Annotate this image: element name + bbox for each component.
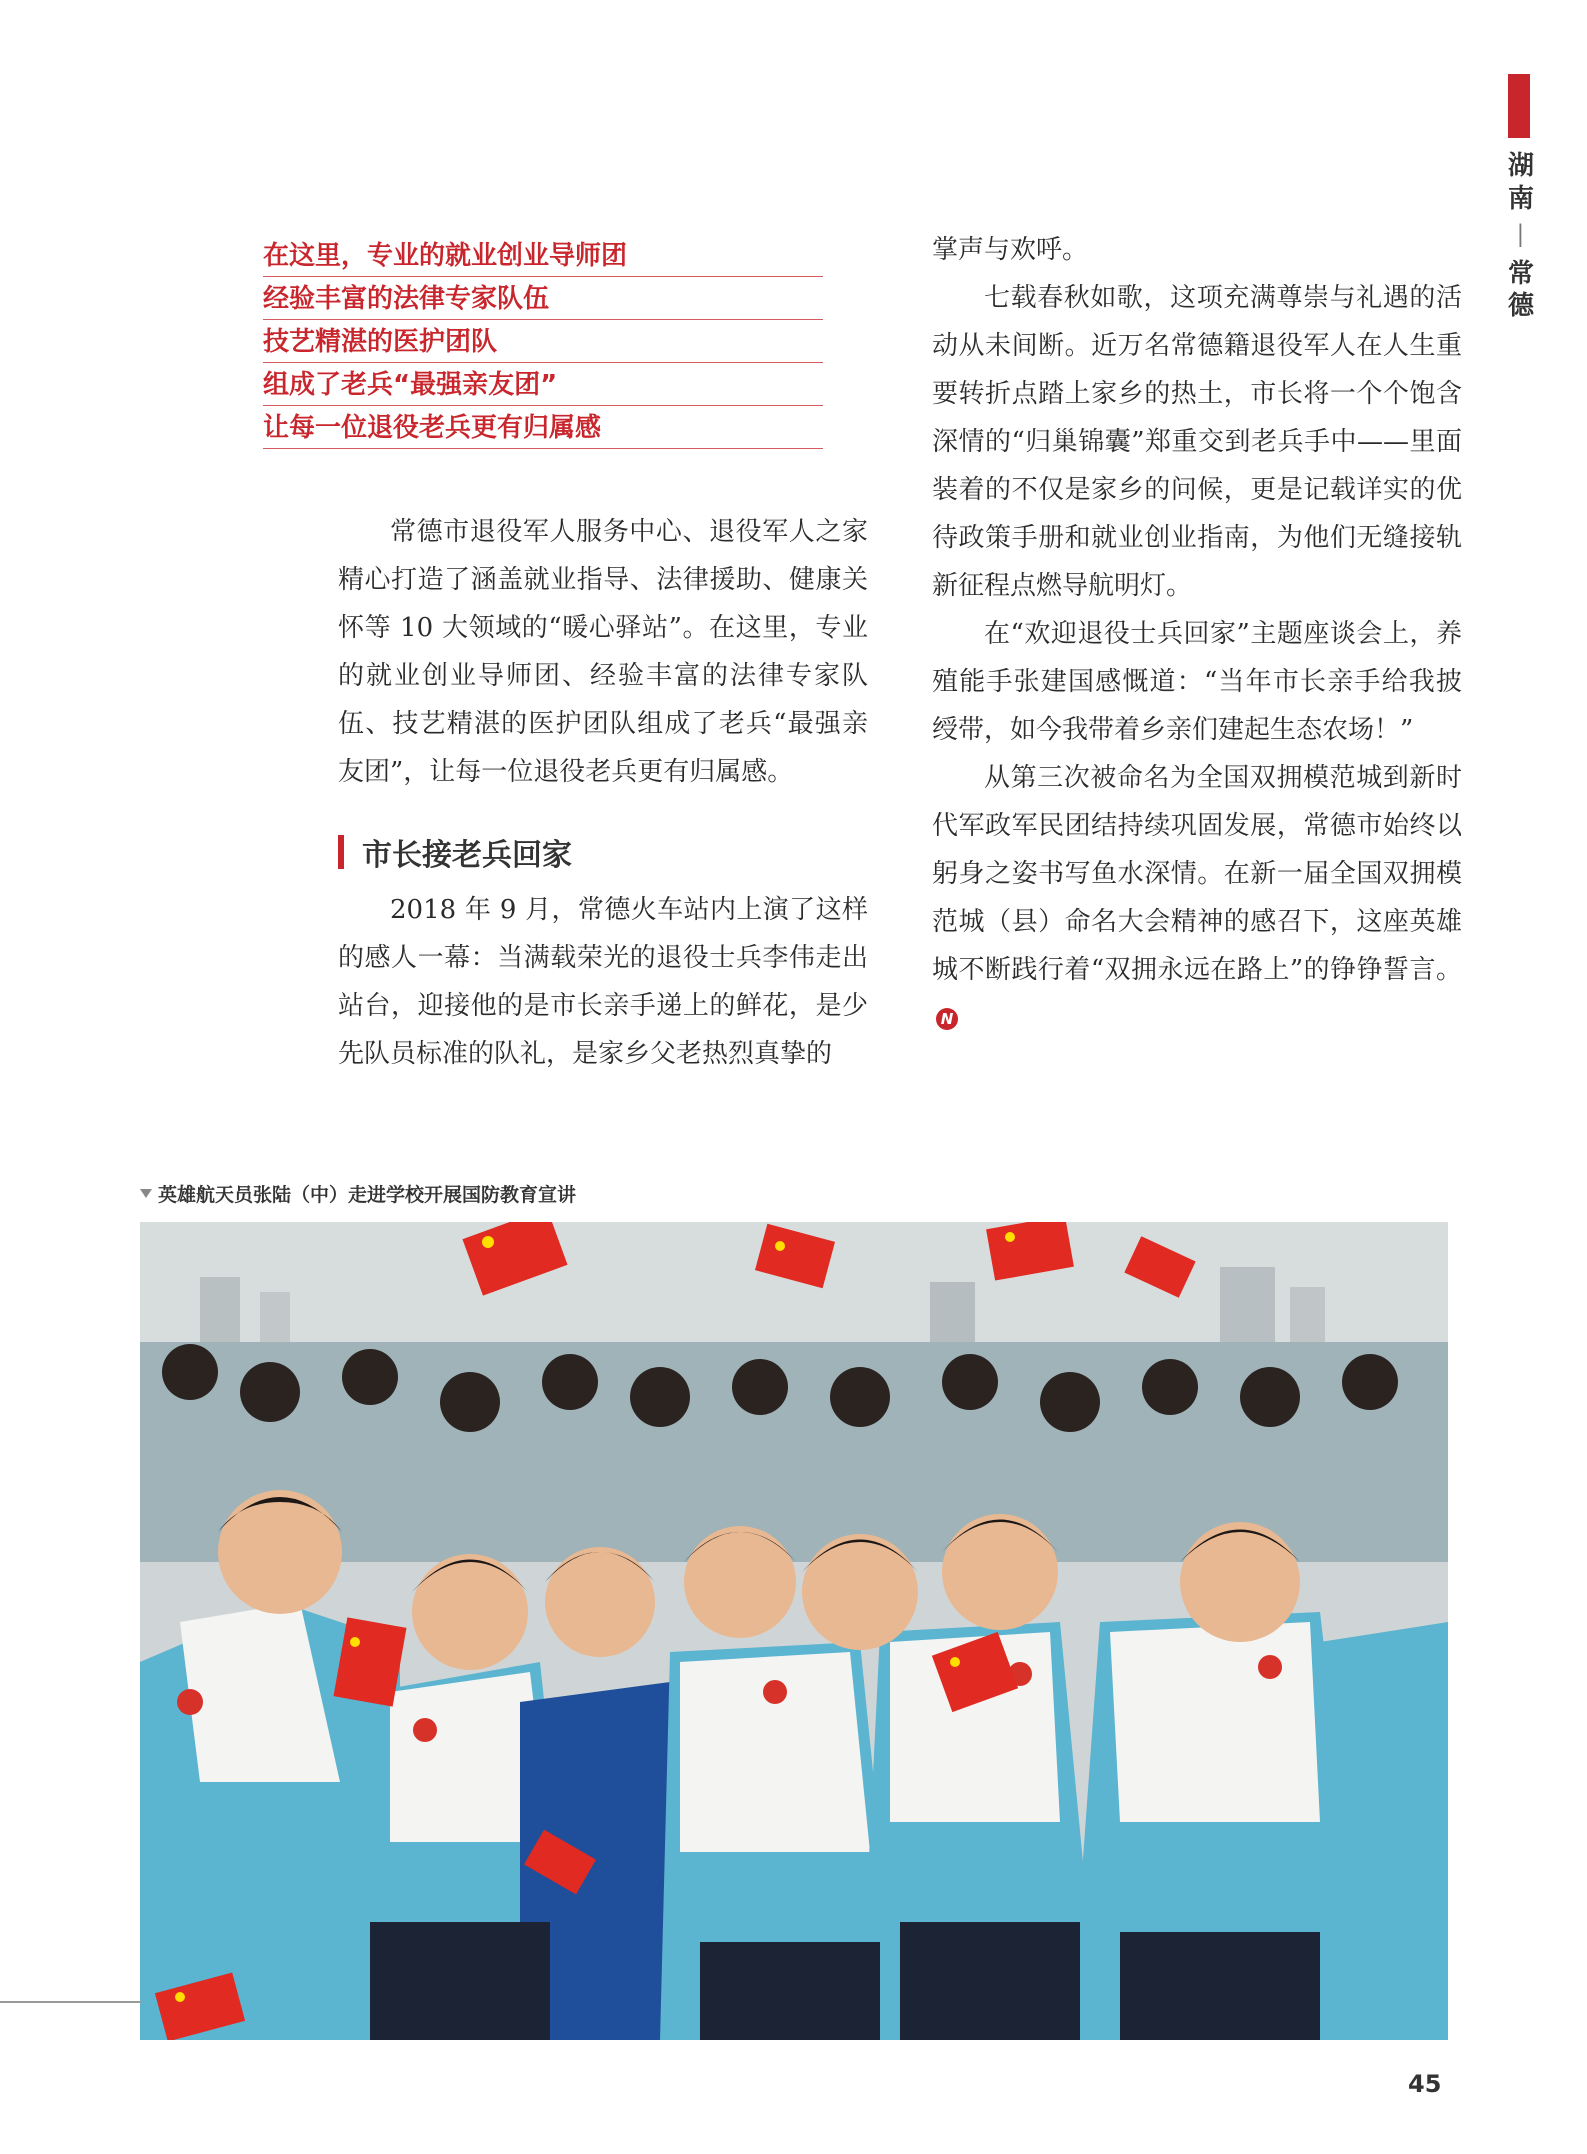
heading-bar	[338, 835, 344, 869]
body-paragraph: 2018 年 9 月，常德火车站内上演了这样的感人一幕：当满载荣光的退役士兵李伟走出站台，迎接他的是市长亲手递上的鲜花，是少先队员标准的队礼，是家乡父老热烈真挚的	[338, 895, 868, 1069]
pull-quote-line: 组成了老兵“最强亲友团”	[263, 363, 823, 406]
feature-photo	[140, 1222, 1448, 2040]
article-end-icon: N	[936, 1008, 958, 1030]
photo-illustration	[140, 1222, 1448, 2040]
left-column	[338, 508, 868, 796]
section-region: 湖南	[1507, 151, 1534, 214]
body-paragraph: 常德市退役军人服务中心、退役军人之家精心打造了涵盖就业指导、法律援助、健康关怀等 10 大领域的“暖心驿站”。在这里，专业的就业创业导师团、经验丰富的法律专家队伍、技艺精湛的医护团队组成了老兵“最强亲友团”，让每一位退役老兵更有归属感。	[338, 517, 868, 787]
pull-quote-line: 在这里，专业的就业创业导师团	[263, 234, 823, 277]
caption-text: 英雄航天员张陆（中）走进学校开展国防教育宣讲	[158, 1184, 577, 1206]
footer-rule	[0, 2001, 141, 2003]
body-paragraph: 七载春秋如歌，这项充满尊崇与礼遇的活动从未间断。近万名常德籍退役军人在人生重要转折点踏上家乡的热土，市长将一个个饱含深情的“归巢锦囊”郑重交到老兵手中——里面装着的不仅是家乡的问候，更是记载详实的优待政策手册和就业创业指南，为他们无缝接轨新征程点燃导航明灯。	[932, 283, 1462, 601]
section-label	[1504, 150, 1538, 323]
caption-triangle-icon	[140, 1189, 152, 1198]
section-city: 常德	[1507, 258, 1534, 321]
photo-caption	[140, 1180, 576, 1207]
section-heading	[338, 832, 572, 872]
section-color-bar	[1508, 74, 1530, 138]
pull-quote	[263, 234, 823, 449]
section-separator: —	[1506, 222, 1537, 249]
body-paragraph: 掌声与欢呼。	[932, 235, 1089, 265]
body-paragraph: 在“欢迎退役士兵回家”主题座谈会上，养殖能手张建国感慨道：“当年市长亲手给我披绶带，如今我带着乡亲们建起生态农场！”	[932, 619, 1462, 745]
page-number: 45	[1408, 2070, 1442, 2098]
right-column	[932, 226, 1462, 1042]
section-title: 市长接老兵回家	[362, 838, 572, 873]
body-paragraph-text: 从第三次被命名为全国双拥模范城到新时代军政军民团结持续巩固发展，常德市始终以躬身之姿书写鱼水深情。在新一届全国双拥模范城（县）命名大会精神的感召下，这座英雄城不断践行着“双拥永远在路上”的铮铮誓言。	[932, 763, 1462, 985]
left-column-continued	[338, 886, 868, 1078]
pull-quote-line: 让每一位退役老兵更有归属感	[263, 406, 823, 449]
body-paragraph	[932, 754, 1462, 1042]
pull-quote-line: 技艺精湛的医护团队	[263, 320, 823, 363]
pull-quote-line: 经验丰富的法律专家队伍	[263, 277, 823, 320]
